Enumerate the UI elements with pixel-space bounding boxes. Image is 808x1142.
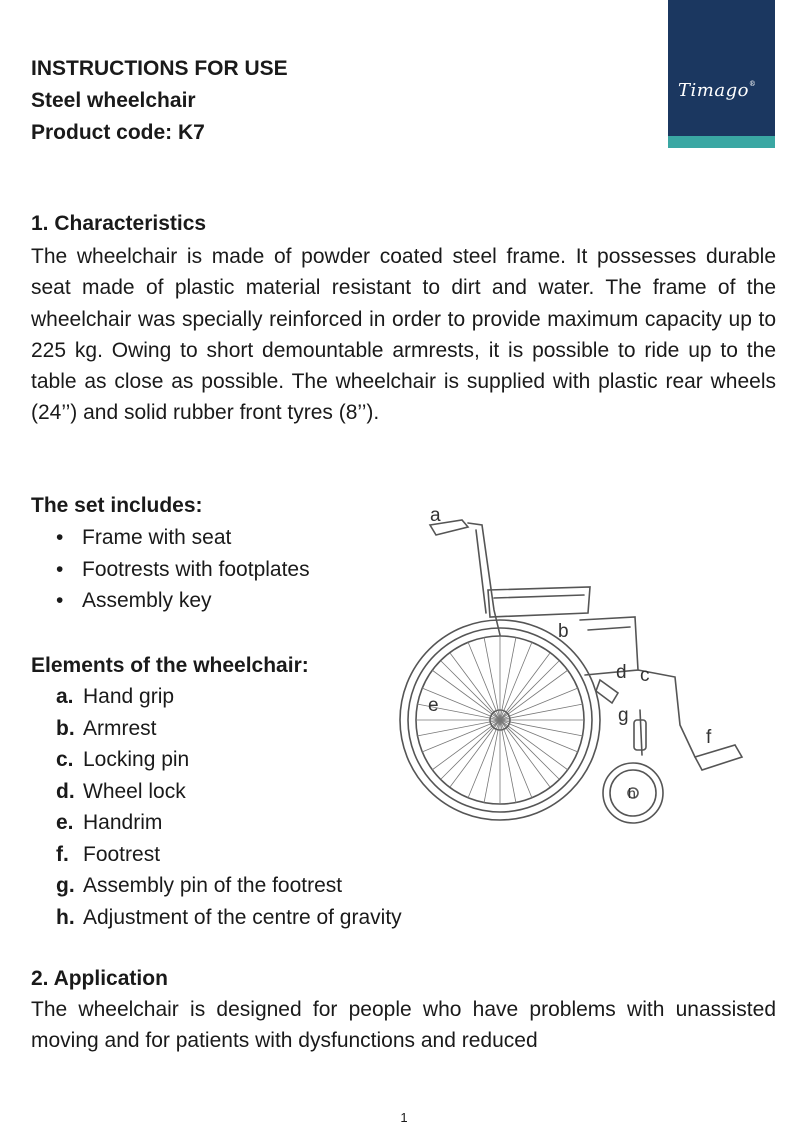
list-item: e. Handrim: [56, 811, 163, 834]
seat-rail: [494, 595, 584, 598]
front-post: [640, 710, 642, 755]
header-product-name: Steel wheelchair: [31, 89, 196, 112]
list-item: c. Locking pin: [56, 748, 190, 771]
wheelchair-diagram: [390, 495, 760, 825]
label-f: f: [706, 727, 712, 748]
characteristics-paragraph: The wheelchair is made of powder coated steel frame. It possesses durable seat made of plastic material resistant to dirt and water. The frame of the wheelchair was specially reinforced in order to provide maximum capacity up to 225 kg. Owing to short demountable armrests, it is possible to ride up to the table as close as possible. The wheelchair is supplied with plastic rear wheels (24’’) and solid rubber front tyres (8’’).: [31, 245, 776, 425]
logo-accent-bar: [668, 136, 775, 148]
rear-wheel-spokes: [416, 636, 584, 804]
list-item: a. Hand grip: [56, 685, 175, 708]
brand-logo: [668, 0, 775, 148]
logo-registered-mark: ®: [748, 80, 757, 88]
backrest-post: [468, 523, 500, 635]
elements-list: [56, 681, 402, 933]
list-item: • Footrests with footplates: [56, 554, 310, 586]
logo-background: [668, 0, 775, 136]
label-d: d: [616, 662, 627, 683]
list-item: f. Footrest: [56, 842, 161, 866]
header-title: INSTRUCTIONS FOR USE: [31, 57, 288, 80]
header-product-code: Product code: K7: [31, 121, 205, 144]
document-header: [31, 53, 288, 149]
section-heading-application: 2. Application: [31, 967, 168, 990]
bullet-icon: •: [56, 589, 64, 612]
armrest-rail: [588, 627, 630, 630]
section-heading-characteristics: 1. Characteristics: [31, 212, 207, 235]
footplate-shape: [695, 745, 742, 770]
elements-heading: Elements of the wheelchair:: [31, 654, 309, 677]
label-c: c: [640, 665, 650, 686]
list-item: • Assembly key: [56, 585, 310, 617]
list-item: d. Wheel lock: [56, 779, 186, 803]
label-b: b: [558, 621, 569, 642]
label-h: h: [628, 785, 636, 801]
set-includes-list: [56, 522, 310, 617]
list-item: • Frame with seat: [56, 522, 310, 554]
logo-name: Timago: [678, 80, 749, 101]
page-number: 1: [400, 1110, 408, 1125]
list-item: h. Adjustment of the centre of gravity: [56, 905, 402, 929]
set-includes-heading: The set includes:: [31, 494, 203, 517]
wheel-lock-shape: [596, 680, 618, 703]
label-e: e: [428, 695, 439, 716]
list-item: b. Armrest: [56, 716, 157, 740]
label-g: g: [618, 705, 629, 726]
armrest-frame: [580, 617, 638, 675]
bullet-icon: •: [56, 526, 64, 549]
seat-frame: [488, 587, 590, 617]
logo-wordmark: [678, 80, 756, 101]
label-a: a: [430, 505, 441, 526]
list-item: g. Assembly pin of the footrest: [56, 874, 343, 897]
application-paragraph: The wheelchair is designed for people who have problems with unassisted moving and for patients with dysfunctions and reduced: [31, 998, 776, 1053]
bullet-icon: •: [56, 557, 64, 581]
